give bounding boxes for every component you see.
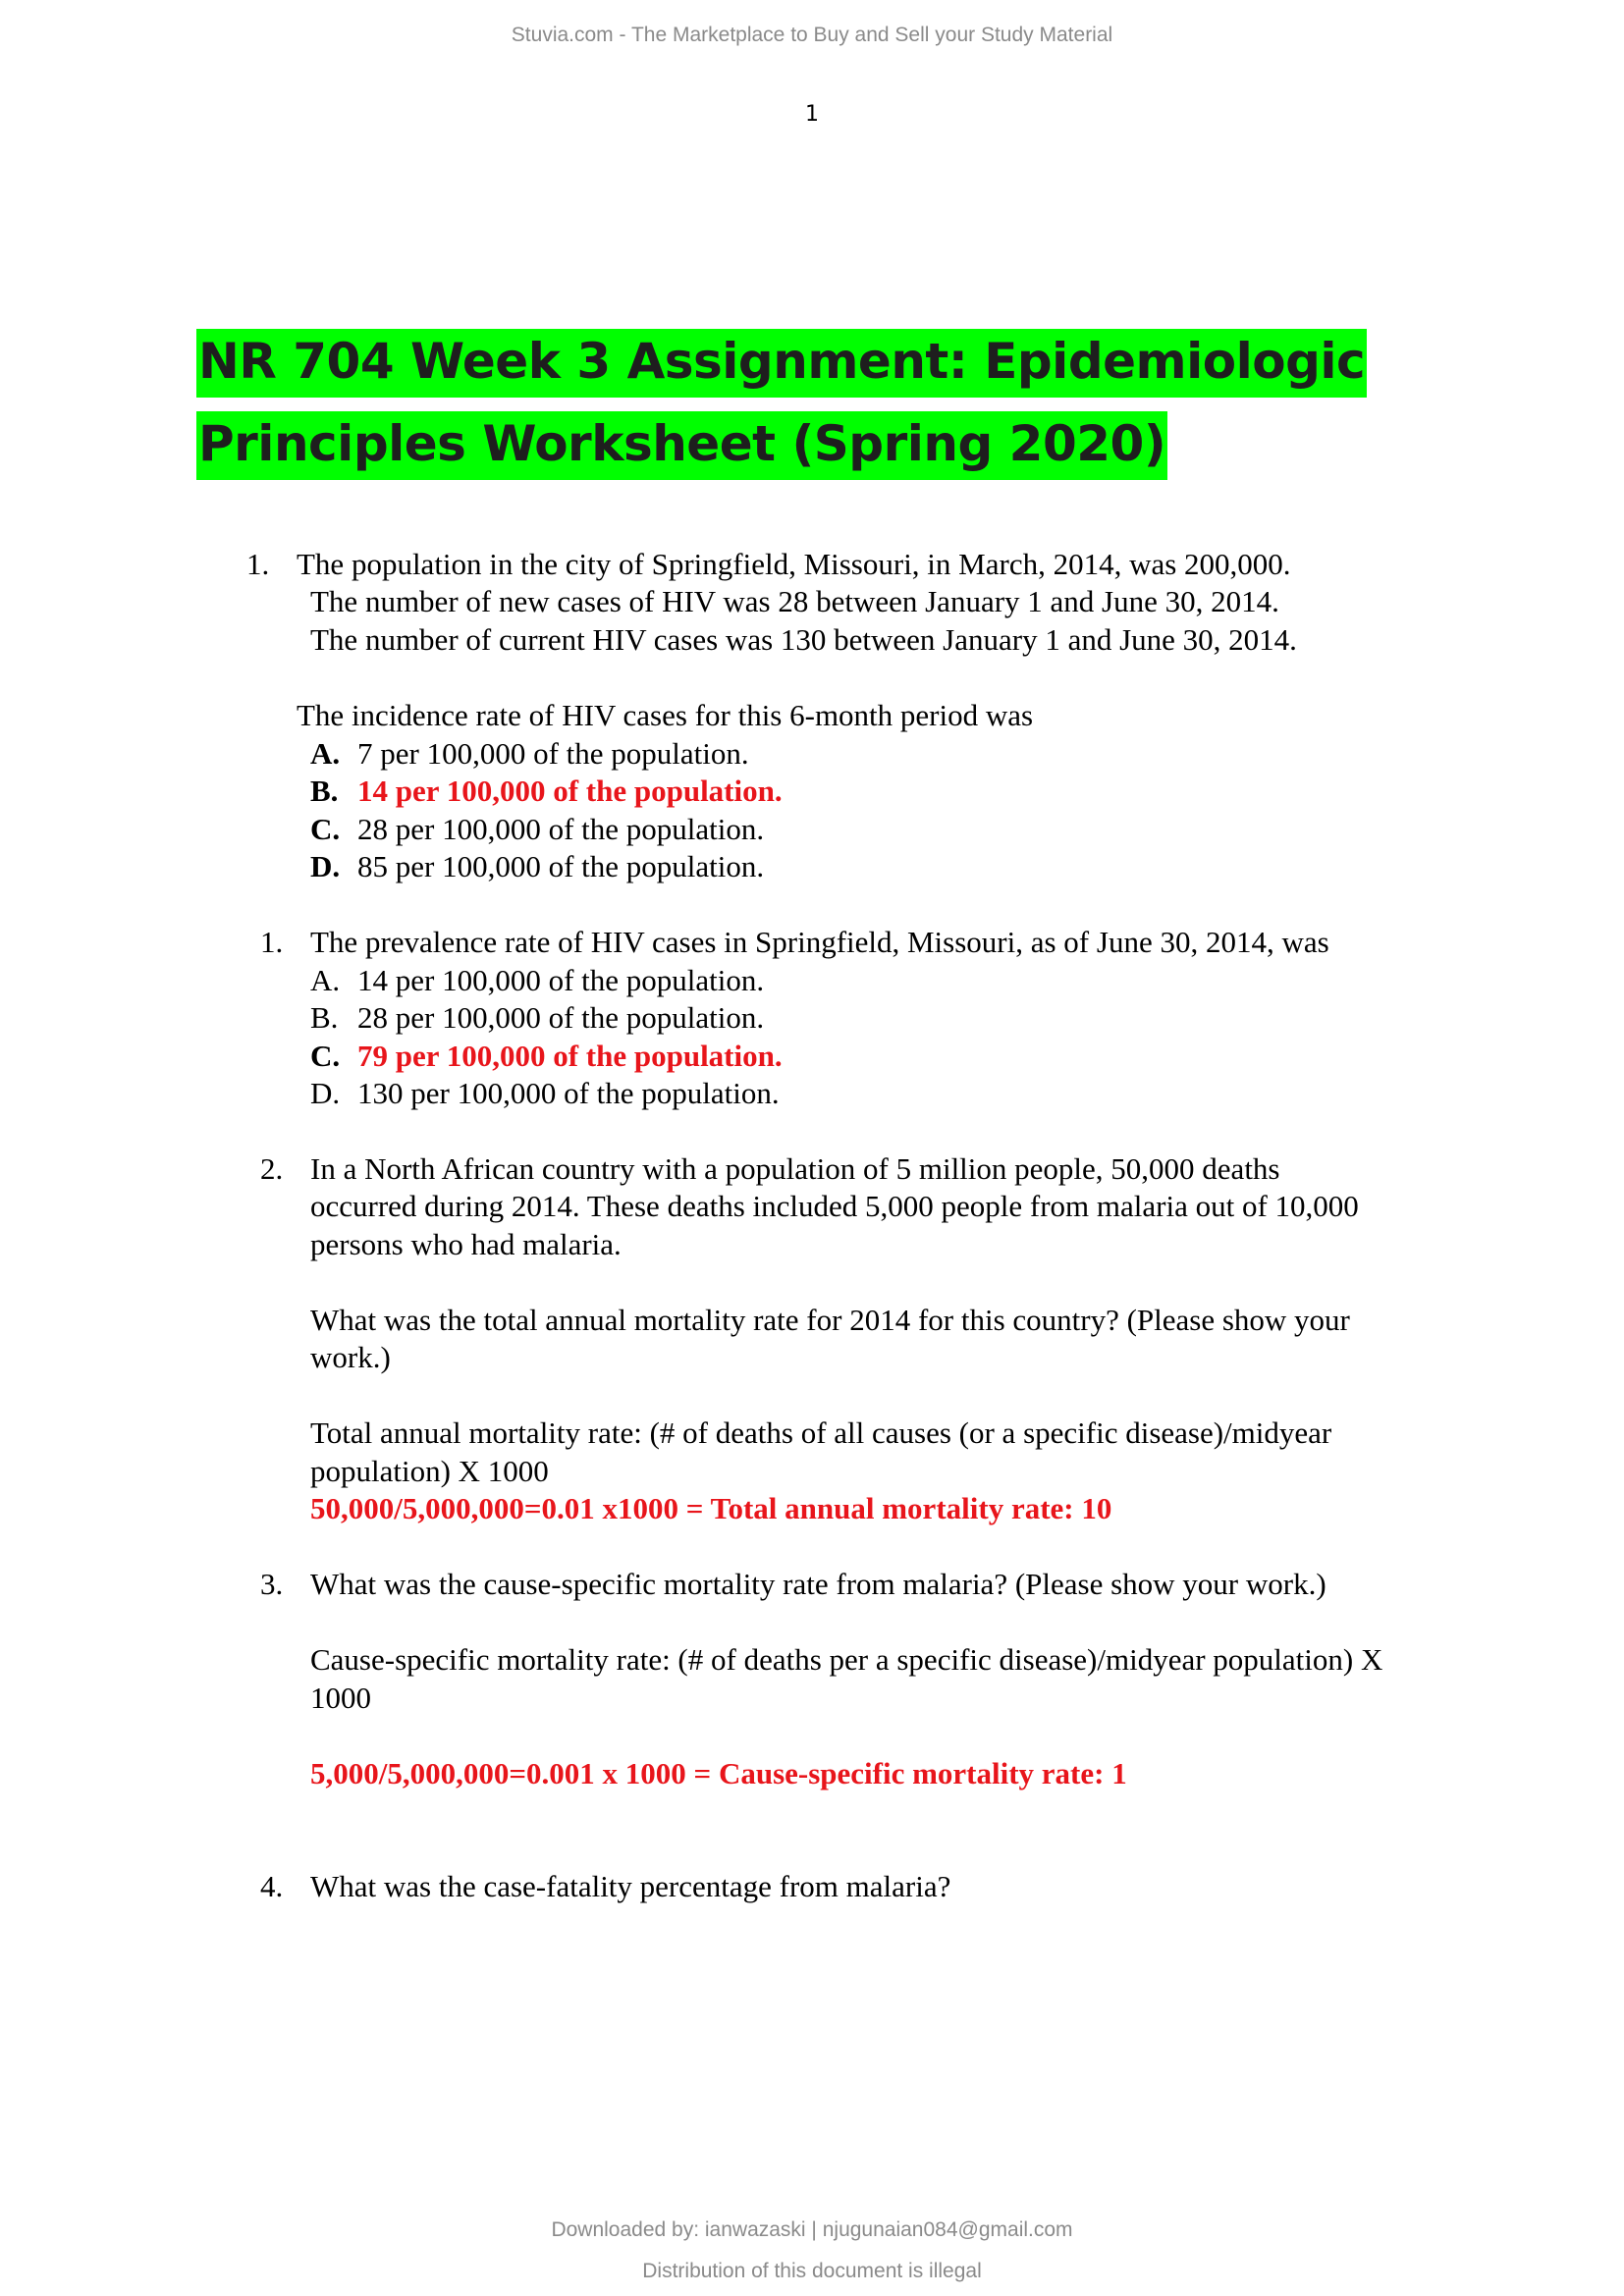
- question-text: The population in the city of Springfield, Missouri, in March, 2014, was 200,000.: [297, 547, 1291, 581]
- answer-text: 5,000/5,000,000=0.001 x 1000 = Cause-specific mortality rate: 1: [310, 1756, 1127, 1790]
- option-label: C.: [310, 1039, 341, 1073]
- question-text: The number of current HIV cases was 130 between January 1 and June 30, 2014.: [310, 622, 1297, 657]
- question-prompt: work.): [310, 1340, 391, 1374]
- question-number: 1.: [260, 925, 284, 959]
- question-prompt: What was the cause-specific mortality rate from malaria? (Please show your work.): [310, 1567, 1326, 1601]
- title-line-1: NR 704 Week 3 Assignment: Epidemiologic: [196, 329, 1367, 398]
- header-watermark: Stuvia.com - The Marketplace to Buy and Sell your Study Material: [511, 24, 1113, 46]
- option-item: [310, 848, 764, 885]
- question-number: 2.: [260, 1151, 284, 1186]
- option-label: B.: [310, 774, 339, 808]
- option-item-correct: [310, 773, 783, 810]
- option-text: 28 per 100,000 of the population.: [357, 1000, 765, 1035]
- question-prompt: The prevalence rate of HIV cases in Springfield, Missouri, as of June 30, 2014, was: [310, 925, 1329, 959]
- option-label: D.: [310, 849, 341, 883]
- formula-text: Total annual mortality rate: (# of deaths of all causes (or a specific disease)/midyear: [310, 1415, 1332, 1450]
- option-text: 28 per 100,000 of the population.: [357, 812, 765, 846]
- option-item: [310, 735, 749, 773]
- option-item-correct: [310, 1038, 783, 1075]
- question-prompt: The incidence rate of HIV cases for this 6-month period was: [297, 698, 1034, 732]
- answer-text: 50,000/5,000,000=0.01 x1000 = Total annual mortality rate: 10: [310, 1491, 1112, 1525]
- option-item: [310, 999, 764, 1037]
- option-text: 7 per 100,000 of the population.: [357, 736, 749, 771]
- question-text: occurred during 2014. These deaths included 5,000 people from malaria out of 10,000: [310, 1189, 1359, 1223]
- question-text: The number of new cases of HIV was 28 between January 1 and June 30, 2014.: [310, 584, 1279, 618]
- question-text: persons who had malaria.: [310, 1227, 622, 1261]
- footer-downloaded: Downloaded by: ianwazaski | njugunaian084@gmail.com: [551, 2218, 1073, 2241]
- option-item: [310, 962, 764, 999]
- option-text: 14 per 100,000 of the population.: [357, 963, 765, 997]
- option-label: A.: [310, 963, 341, 997]
- option-item: [310, 811, 764, 848]
- question-number: 1.: [246, 547, 270, 581]
- option-item: [310, 1075, 780, 1112]
- question-prompt: What was the case-fatality percentage from malaria?: [310, 1869, 951, 1903]
- footer-distribution: Distribution of this document is illegal: [642, 2260, 982, 2282]
- option-text: 130 per 100,000 of the population.: [357, 1076, 780, 1110]
- option-label: A.: [310, 736, 341, 771]
- question-prompt: What was the total annual mortality rate for 2014 for this country? (Please show your: [310, 1303, 1350, 1337]
- option-text: 85 per 100,000 of the population.: [357, 849, 765, 883]
- question-text: In a North African country with a population of 5 million people, 50,000 deaths: [310, 1151, 1280, 1186]
- option-label: C.: [310, 812, 341, 846]
- option-label: D.: [310, 1076, 341, 1110]
- page-number: 1: [805, 102, 819, 127]
- formula-text: population) X 1000: [310, 1454, 549, 1488]
- title-line-2: Principles Worksheet (Spring 2020): [196, 411, 1167, 480]
- option-label: B.: [310, 1000, 339, 1035]
- option-text-correct: 14 per 100,000 of the population.: [357, 774, 783, 808]
- formula-text: Cause-specific mortality rate: (# of deaths per a specific disease)/midyear population) X: [310, 1642, 1383, 1677]
- formula-text: 1000: [310, 1681, 371, 1715]
- option-text-correct: 79 per 100,000 of the population.: [357, 1039, 783, 1073]
- question-number: 4.: [260, 1869, 284, 1903]
- question-number: 3.: [260, 1567, 284, 1601]
